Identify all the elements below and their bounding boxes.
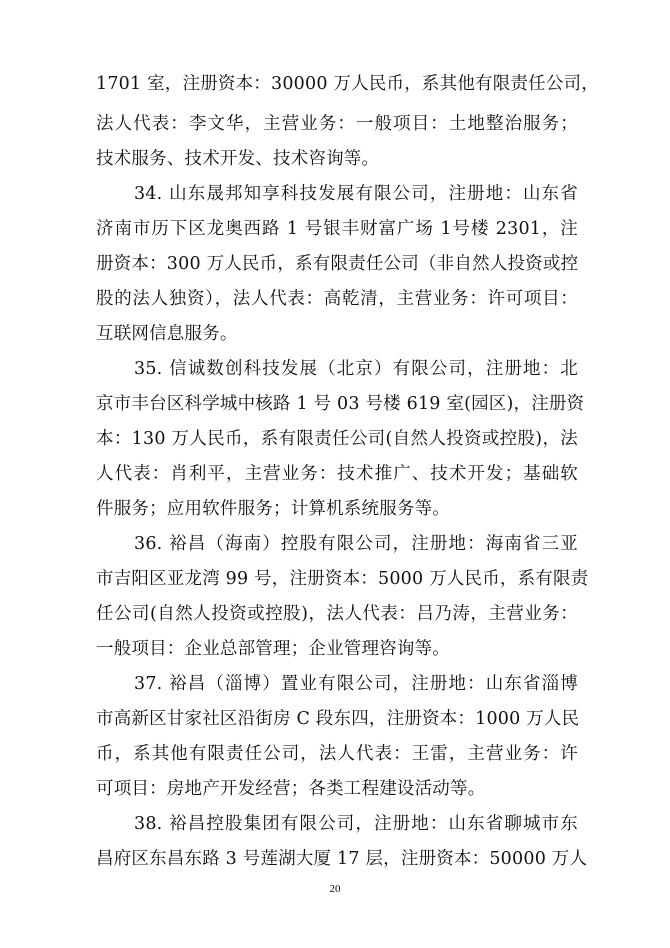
text-line: 技术服务、技术开发、技术咨询等。 xyxy=(96,149,380,169)
text-line: 1701 室，注册资本：30000 万人民币，系其他有限责任公司， xyxy=(96,74,599,94)
text-line: 一般项目：企业总部管理；企业管理咨询等。 xyxy=(96,639,450,659)
paragraph-heading-35: 35. 信诚数创科技发展（北京）有限公司，注册地：北 xyxy=(134,359,578,379)
paragraph-heading-37: 37. 裕昌（淄博）置业有限公司，注册地：山东省淄博 xyxy=(134,674,578,694)
paragraph-heading-38: 38. 裕昌控股集团有限公司，注册地：山东省聊城市东 xyxy=(134,814,578,834)
text-line: 法人代表：李文华，主营业务：一般项目：土地整治服务； xyxy=(96,114,578,134)
text-line: 任公司(自然人投资或控股)，法人代表：吕乃涛，主营业务： xyxy=(96,604,578,624)
text-line: 件服务；应用软件服务；计算机系统服务等。 xyxy=(96,499,450,519)
text-line: 币，系其他有限责任公司，法人代表：王雷，主营业务：许 xyxy=(96,744,578,764)
text-line: 互联网信息服务。 xyxy=(96,324,238,344)
paragraph-heading-34: 34. 山东晟邦知享科技发展有限公司，注册地：山东省 xyxy=(134,184,578,204)
text-line: 册资本：300 万人民币，系有限责任公司（非自然人投资或控 xyxy=(96,254,579,274)
text-line: 市高新区甘家社区沿街房 C 段东四，注册资本：1000 万人民 xyxy=(96,709,580,729)
text-line: 京市丰台区科学城中核路 1 号 03 号楼 619 室(园区)，注册资 xyxy=(96,394,585,414)
text-line: 可项目：房地产开发经营；各类工程建设活动等。 xyxy=(96,779,486,799)
text-line: 市吉阳区亚龙湾 99 号，注册资本：5000 万人民币，系有限责 xyxy=(96,569,589,589)
text-line: 人代表：肖利平，主营业务：技术推广、技术开发；基础软 xyxy=(96,464,578,484)
page-number: 20 xyxy=(329,883,341,895)
text-line: 股的法人独资），法人代表：高乾清，主营业务：许可项目： xyxy=(96,289,578,309)
text-line: 昌府区东昌东路 3 号莲湖大厦 17 层，注册资本：50000 万人 xyxy=(96,849,588,869)
paragraph-heading-36: 36. 裕昌（海南）控股有限公司，注册地：海南省三亚 xyxy=(134,534,578,554)
text-line: 本：130 万人民币，系有限责任公司(自然人投资或控股)，法 xyxy=(96,429,578,449)
text-line: 济南市历下区龙奥西路 1 号银丰财富广场 1号楼 2301，注 xyxy=(96,219,578,239)
